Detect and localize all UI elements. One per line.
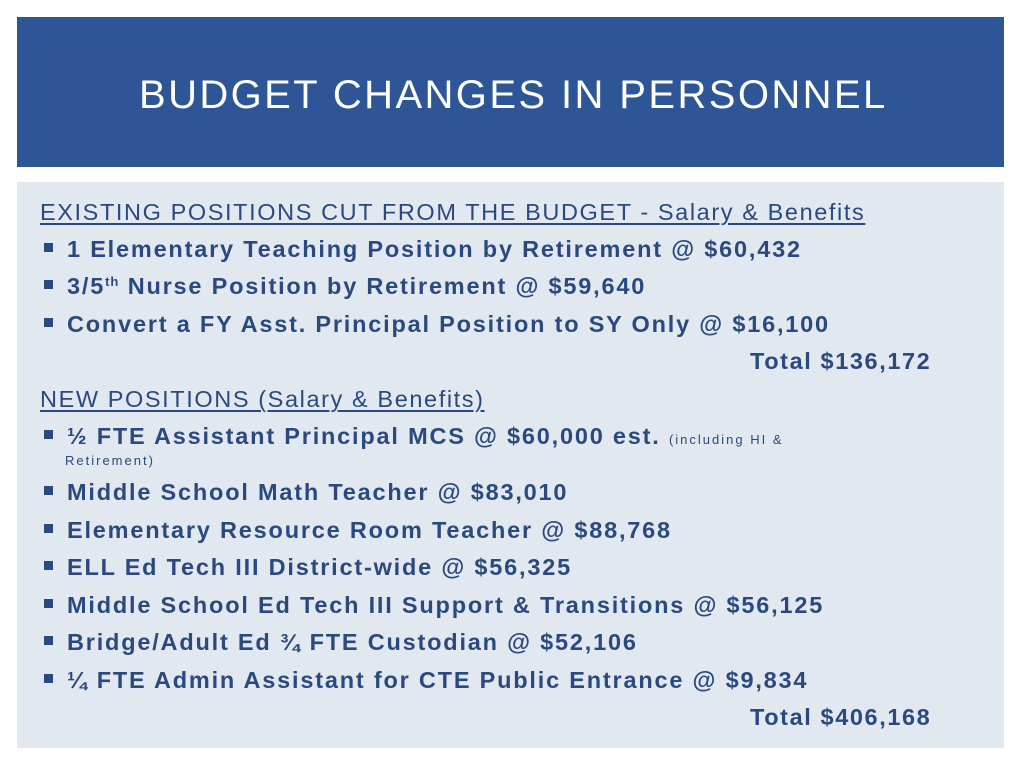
bullet-icon xyxy=(44,636,53,645)
new-position-item-text: Middle School Math Teacher @ $83,010 xyxy=(67,479,569,505)
new-position-item-text: Elementary Resource Room Teacher @ $88,768 xyxy=(67,517,672,543)
new-position-item-note: (including HI & xyxy=(668,432,784,447)
bullet-icon xyxy=(44,486,53,495)
bullet-icon xyxy=(44,243,53,252)
new-position-item-text: ELL Ed Tech III District-wide @ $56,325 xyxy=(67,554,572,580)
bullet-icon xyxy=(44,674,53,683)
bullet-icon xyxy=(44,599,53,608)
cut-item-superscript: th xyxy=(105,274,120,289)
new-position-item xyxy=(44,592,824,619)
new-position-item xyxy=(44,554,572,581)
cut-item-text: 1 Elementary Teaching Position by Retirement @ $60,432 xyxy=(67,236,802,262)
title-bar xyxy=(17,17,1004,167)
cut-item xyxy=(44,236,802,263)
bullet-icon xyxy=(44,430,53,439)
cuts-total: Total $136,172 xyxy=(750,348,932,374)
bullet-icon xyxy=(44,561,53,570)
new-position-item-note-continued: Retirement) xyxy=(65,453,155,468)
new-position-item-text: Middle School Ed Tech III Support & Transitions @ $56,125 xyxy=(67,592,825,618)
cut-item-text-pre: 3/5 xyxy=(67,273,106,299)
cut-item-text-post: Nurse Position by Retirement @ $59,640 xyxy=(119,273,647,299)
new-position-item xyxy=(44,479,568,506)
new-positions-total: Total $406,168 xyxy=(750,704,932,730)
cuts-heading: EXISTING POSITIONS CUT FROM THE BUDGET - Salary & Benefits xyxy=(40,199,866,225)
slide-title: BUDGET CHANGES IN PERSONNEL xyxy=(139,72,888,117)
new-position-item xyxy=(44,629,638,656)
cut-item xyxy=(44,311,830,338)
new-position-item xyxy=(44,517,672,544)
new-position-item xyxy=(44,423,784,450)
content-box xyxy=(17,182,1004,748)
bullet-icon xyxy=(44,318,53,327)
new-position-item-text: ½ FTE Assistant Principal MCS @ $60,000 est. xyxy=(67,423,669,449)
new-position-item-text: Bridge/Adult Ed ¾ FTE Custodian @ $52,106 xyxy=(67,629,638,655)
cut-item-text: Convert a FY Asst. Principal Position to SY Only @ $16,100 xyxy=(67,311,830,337)
cut-item xyxy=(44,273,646,300)
bullet-icon xyxy=(44,280,53,289)
new-positions-heading: NEW POSITIONS (Salary & Benefits) xyxy=(40,386,485,412)
new-position-item-text: ¼ FTE Admin Assistant for CTE Public Entrance @ $9,834 xyxy=(67,667,809,693)
bullet-icon xyxy=(44,524,53,533)
new-position-item xyxy=(44,667,808,694)
